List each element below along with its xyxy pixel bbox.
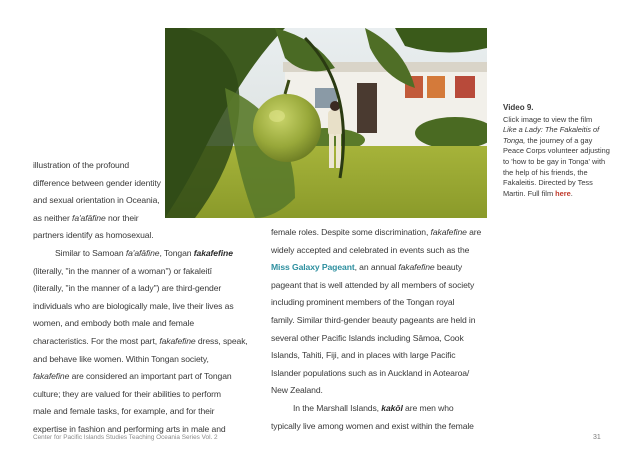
term-fa-afafine: fa'afāfine bbox=[125, 247, 160, 258]
body-line bbox=[33, 333, 248, 351]
body-line: New Zealand. bbox=[271, 385, 323, 396]
text-span: Similar to Samoan bbox=[55, 247, 126, 258]
body-line bbox=[33, 368, 248, 386]
term-fakafefine: fakafefine bbox=[193, 247, 233, 258]
body-line bbox=[33, 210, 248, 228]
body-line: Islands, Tahiti, Fiji, and in places with large Pacific bbox=[271, 350, 456, 361]
body-line: partners identify as homosexual. bbox=[33, 230, 154, 241]
text-span: are bbox=[466, 227, 482, 237]
body-line: Islander populations such as in Auckland in Aotearoa/ bbox=[271, 367, 470, 378]
caption-title: Video 9. bbox=[503, 103, 534, 112]
caption-end: . bbox=[570, 188, 573, 198]
term-fakafefine: fakafefine bbox=[159, 335, 196, 346]
body-line: and sexual orientation in Oceania, bbox=[33, 195, 160, 206]
text-span: , an annual bbox=[354, 262, 399, 273]
body-line: widely accepted and celebrated in events such as the bbox=[271, 244, 470, 255]
text-span: In the Marshall Islands, bbox=[293, 402, 382, 413]
body-line: pageant that is well attended by all members of society bbox=[271, 279, 475, 290]
video-caption bbox=[503, 103, 615, 199]
text-span: , Tongan bbox=[159, 247, 194, 258]
text-span: nor their bbox=[105, 212, 139, 223]
text-span: are men who bbox=[402, 402, 454, 413]
body-line bbox=[271, 259, 491, 277]
footer-series-title: Center for Pacific Islands Studies Teaching Oceania Series Vol. 2 bbox=[33, 434, 218, 441]
left-column bbox=[33, 157, 248, 439]
body-line: (literally, "in the manner of a lady") are third-gender bbox=[33, 283, 222, 294]
term-kakol: kakōl bbox=[381, 402, 403, 413]
paragraph-start bbox=[271, 400, 491, 418]
body-line: family. Similar third-gender beauty pageants are held in bbox=[271, 314, 476, 325]
body-line: (literally, "in the manner of a woman") or fakaleitī bbox=[33, 265, 212, 276]
term-fakafefine: fakafefine bbox=[398, 262, 435, 273]
text-span: female roles. Despite some discrimination, bbox=[271, 227, 431, 237]
text-span: are considered an important part of Tongan bbox=[69, 371, 232, 382]
body-line: difference between gender identity bbox=[33, 177, 161, 188]
term-fakafefine: fakafefine bbox=[33, 371, 70, 382]
body-line: illustration of the profound bbox=[33, 160, 130, 170]
term-fa-afafine: fa'afāfine bbox=[72, 212, 106, 223]
text-span: characteristics. For the most part, bbox=[33, 335, 160, 346]
paragraph-start bbox=[33, 245, 248, 263]
miss-galaxy-pageant-link[interactable]: Miss Galaxy Pageant bbox=[271, 262, 355, 273]
caption-line1: Click image to view the film bbox=[503, 114, 593, 124]
body-line bbox=[271, 224, 491, 242]
body-line: typically live among women and exist within the female bbox=[271, 420, 474, 431]
text-span: beauty bbox=[434, 262, 463, 273]
body-line: several other Pacific Islands including Sāmoa, Cook bbox=[271, 332, 464, 343]
middle-column bbox=[271, 224, 491, 435]
full-film-link[interactable]: here bbox=[555, 188, 571, 198]
term-fakafefine: fakafefine bbox=[430, 227, 467, 237]
body-line: and behave like women. Within Tongan society, bbox=[33, 353, 209, 364]
text-span: dress, speak, bbox=[195, 335, 248, 346]
body-line: male and female tasks, for example, and for their bbox=[33, 406, 215, 417]
body-line: culture; they are valued for their abilities to perform bbox=[33, 388, 221, 399]
caption-description: the journey of a gay Peace Corps volunteer adjusting to 'how to be gay in Tonga' with the help of his friends, the Fakaleitis. Directed by Tess Martin. Full film bbox=[503, 135, 610, 198]
caption-film-title: Like a Lady: The Fakaleitis of Tonga, bbox=[503, 125, 600, 145]
body-line: expertise in fashion and performing arts in male and bbox=[33, 423, 226, 434]
body-line: individuals who are biologically male, live their lives as bbox=[33, 300, 234, 311]
body-line: women, and embody both male and female bbox=[33, 318, 195, 329]
caption-text bbox=[503, 115, 615, 200]
body-line: including prominent members of the Tongan royal bbox=[271, 297, 455, 308]
text-span: as neither bbox=[33, 212, 73, 223]
page-number: 31 bbox=[593, 434, 601, 441]
